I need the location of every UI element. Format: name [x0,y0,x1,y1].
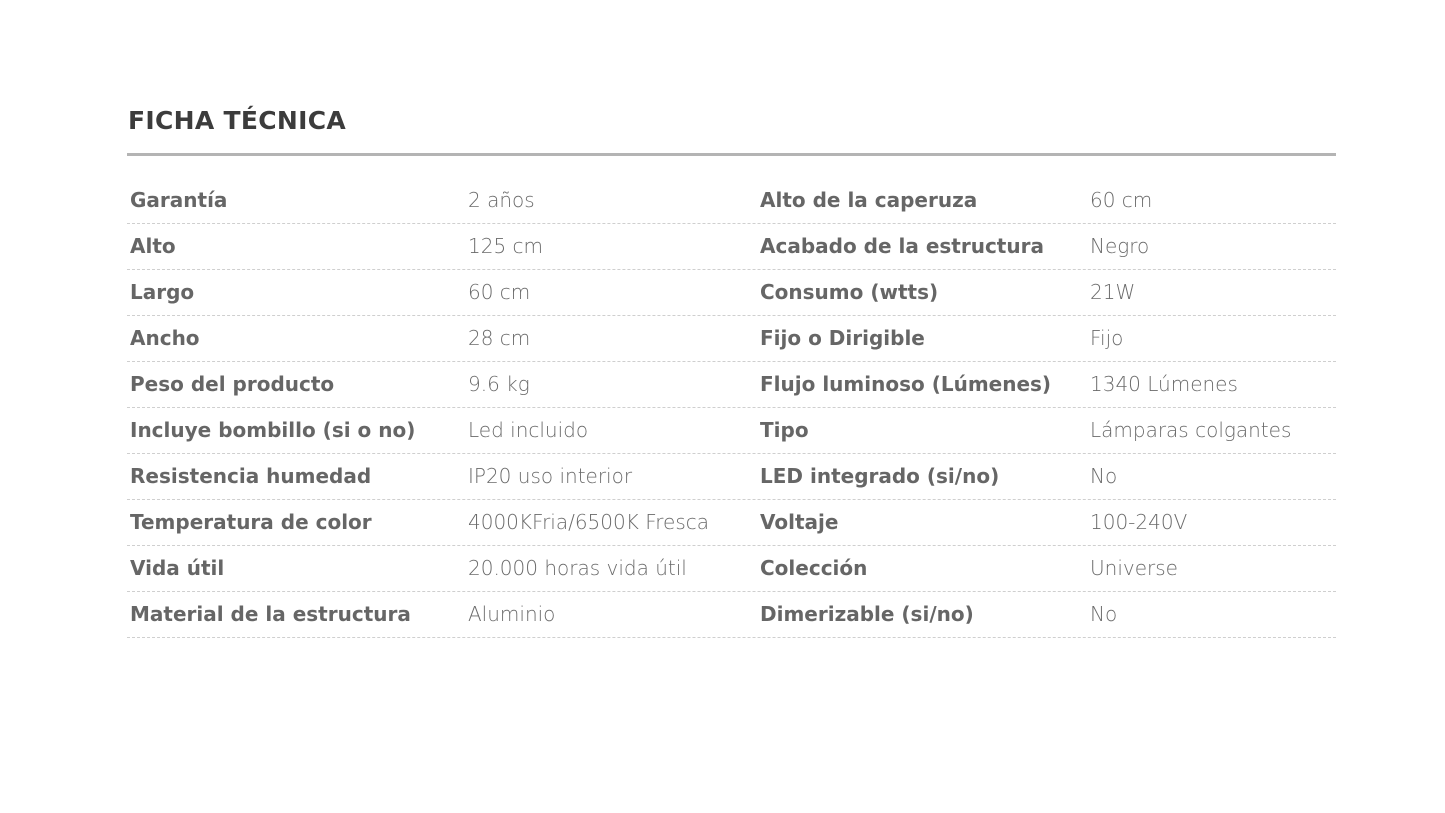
spec-value: IP20 uso interior [468,464,633,488]
spec-label: Resistencia humedad [130,464,372,488]
spec-value: 21W [1090,280,1136,304]
title-divider [127,153,1336,156]
spec-row [127,362,1336,408]
spec-row [127,408,1336,454]
spec-value: 28 cm [468,326,531,350]
spec-value: Led incluido [468,418,589,442]
spec-label: Material de la estructura [130,602,411,626]
spec-row [127,224,1336,270]
spec-value: Aluminio [468,602,556,626]
spec-label: LED integrado (si/no) [760,464,1000,488]
spec-label: Garantía [130,188,228,212]
spec-value: Lámparas colgantes [1090,418,1292,442]
spec-value: Negro [1090,234,1150,258]
spec-row [127,178,1336,224]
spec-label: Voltaje [760,510,839,534]
spec-label: Vida útil [130,556,225,580]
spec-value: 60 cm [1090,188,1153,212]
spec-value: 9.6 kg [468,372,530,396]
spec-row [127,454,1336,500]
spec-row [127,316,1336,362]
spec-label: Fijo o Dirigible [760,326,925,350]
spec-value: No [1090,464,1118,488]
spec-label: Peso del producto [130,372,335,396]
spec-label: Temperatura de color [130,510,372,534]
spec-row [127,500,1336,546]
spec-value: 20.000 horas vida útil [468,556,687,580]
spec-label: Alto de la caperuza [760,188,978,212]
spec-value: 2 años [468,188,535,212]
spec-value: 1340 Lúmenes [1090,372,1238,396]
spec-value: Fijo [1090,326,1124,350]
spec-value: 125 cm [468,234,544,258]
spec-label: Colección [760,556,868,580]
spec-value: 60 cm [468,280,531,304]
spec-value: Universe [1090,556,1178,580]
spec-row [127,592,1336,638]
spec-label: Tipo [760,418,809,442]
spec-value: No [1090,602,1118,626]
spec-value: 4000KFria/6500K Fresca [468,510,710,534]
spec-label: Alto [130,234,176,258]
spec-label: Largo [130,280,195,304]
page-title: FICHA TÉCNICA [128,106,346,135]
spec-row [127,270,1336,316]
spec-row [127,546,1336,592]
spec-label: Ancho [130,326,200,350]
spec-label: Acabado de la estructura [760,234,1044,258]
spec-label: Flujo luminoso (Lúmenes) [760,372,1052,396]
spec-label: Incluye bombillo (si o no) [130,418,416,442]
spec-table [127,178,1336,638]
spec-label: Consumo (wtts) [760,280,939,304]
spec-value: 100-240V [1090,510,1188,534]
spec-label: Dimerizable (si/no) [760,602,974,626]
